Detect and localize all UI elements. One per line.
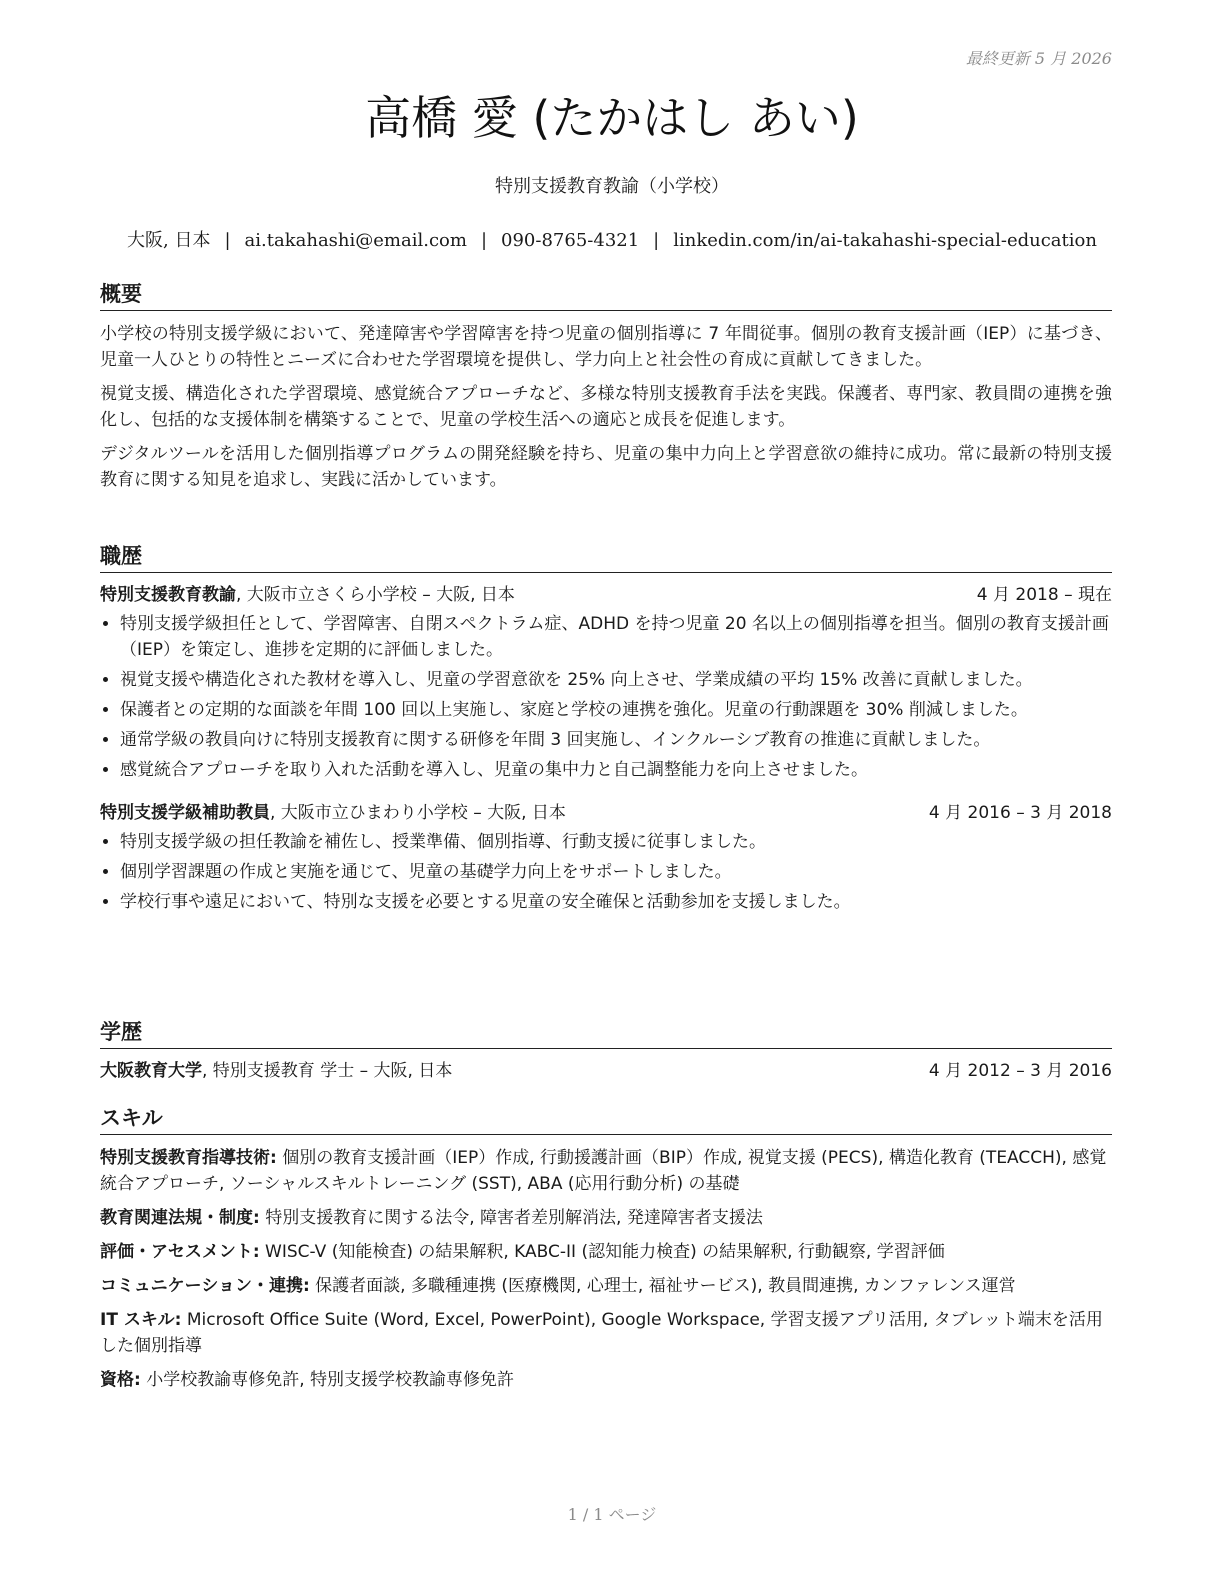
skill-label: 資格:: [100, 1370, 141, 1390]
job-header: [100, 583, 1112, 607]
skill-item: [100, 1145, 1112, 1197]
skill-item: [100, 1205, 1112, 1231]
section-title-experience: 職歴: [100, 540, 1112, 573]
contact-separator: |: [224, 230, 231, 251]
contact-separator: |: [480, 230, 488, 251]
job-title-line: [100, 583, 515, 607]
job-bullet: • 通常学級の教員向けに特別支援教育に関する研修を年間 3 回実施し、インクルーシブ教育の推進に貢献しました。: [120, 727, 1112, 753]
skills-section: [100, 1102, 1112, 1401]
education-degree: , 特別支援教育 学士 – 大阪, 日本: [202, 1061, 453, 1081]
job-bullet: • 感覚統合アプローチを取り入れた活動を導入し、児童の集中力と自己調整能力を向上させました。: [120, 757, 1112, 783]
section-title-skills: スキル: [100, 1102, 1112, 1135]
contact-linkedin[interactable]: linkedin.com/in/ai-takahashi-special-education: [673, 230, 1097, 251]
page-number: 1 / 1 ページ: [567, 1505, 657, 1524]
resume-headline: 特別支援教育教諭（小学校）: [495, 176, 729, 197]
job-entry: [100, 801, 1112, 915]
job-bullets: [100, 829, 1112, 915]
job-org: , 大阪市立ひまわり小学校 – 大阪, 日本: [270, 803, 566, 823]
job-title-line: [100, 801, 566, 825]
skill-label: 特別支援教育指導技術:: [100, 1148, 277, 1168]
skill-text: Microsoft Office Suite (Word, Excel, PowerPoint), Google Workspace, 学習支援アプリ活用, タブレット端末を活用した個別指導: [100, 1310, 1103, 1356]
job-bullet: • 学校行事や遠足において、特別な支援を必要とする児童の安全確保と活動参加を支援しました。: [120, 889, 1112, 915]
contact-phone: 090-8765-4321: [501, 230, 640, 251]
skill-text: 特別支援教育に関する法令, 障害者差別解消法, 発達障害者支援法: [259, 1208, 763, 1228]
job-bullet: • 視覚支援や構造化された教材を導入し、児童の学習意欲を 25% 向上させ、学業成績の平均 15% 改善に貢献しました。: [120, 667, 1112, 693]
contact-email[interactable]: ai.takahashi@email.com: [244, 230, 467, 251]
education-school: 大阪教育大学: [100, 1061, 202, 1081]
education-dates: 4 月 2012 – 3 月 2016: [928, 1061, 1112, 1081]
job-header: [100, 801, 1112, 825]
job-role: 特別支援教育教諭: [100, 585, 236, 605]
summary-section: [100, 278, 1112, 501]
skill-item: [100, 1367, 1112, 1393]
job-bullet: • 個別学習課題の作成と実施を通じて、児童の基礎学力向上をサポートしました。: [120, 859, 1112, 885]
last-updated: 最終更新 5 月 2026: [965, 49, 1112, 68]
summary-paragraph: 小学校の特別支援学級において、発達障害や学習障害を持つ児童の個別指導に 7 年間従事。個別の教育支援計画（IEP）に基づき、児童一人ひとりの特性とニーズに合わせた学習環境を提供し、学力向上と社会性の育成に貢献してきました。: [100, 324, 1112, 370]
resume-name: 高橋 愛 (たかはし あい): [365, 91, 859, 145]
skill-text: 保護者面談, 多職種連携 (医療機関, 心理士, 福祉サービス), 教員間連携, カンファレンス運営: [309, 1276, 1016, 1296]
skill-label: IT スキル:: [100, 1310, 182, 1330]
section-title-education: 学歴: [100, 1016, 1112, 1049]
skill-label: 評価・アセスメント:: [100, 1242, 260, 1262]
contact-separator: |: [653, 230, 660, 251]
education-section: [100, 1016, 1112, 1083]
job-dates: 4 月 2016 – 3 月 2018: [928, 803, 1112, 823]
job-bullet: • 特別支援学級担任として、学習障害、自閉スペクトラム症、ADHD を持つ児童 20 名以上の個別指導を担当。個別の教育支援計画（IEP）を策定し、進捗を定期的に評価しました。: [120, 611, 1112, 663]
experience-section: [100, 540, 1112, 919]
job-entry: [100, 583, 1112, 783]
job-bullets: [100, 611, 1112, 783]
summary-paragraph: 視覚支援、構造化された学習環境、感覚統合アプローチなど、多様な特別支援教育手法を実践。保護者、専門家、教員間の連携を強化し、包括的な支援体制を構築することで、児童の学校生活への適応と成長を促進します。: [100, 384, 1112, 430]
section-title-summary: 概要: [100, 278, 1112, 311]
skill-item: [100, 1273, 1112, 1299]
contact-location: 大阪, 日本: [127, 230, 211, 251]
summary-paragraph: デジタルツールを活用した個別指導プログラムの開発経験を持ち、児童の集中力向上と学習意欲の維持に成功。常に最新の特別支援教育に関する知見を追求し、実践に活かしています。: [100, 444, 1112, 490]
skill-label: 教育関連法規・制度:: [100, 1208, 260, 1228]
skill-item: [100, 1307, 1112, 1359]
contact-line: [0, 226, 1224, 252]
skill-item: [100, 1239, 1112, 1265]
skill-text: WISC-V (知能検査) の結果解釈, KABC-II (認知能力検査) の結果解釈, 行動観察, 学習評価: [259, 1242, 945, 1262]
skill-text: 個別の教育支援計画（IEP）作成, 行動援護計画（BIP）作成, 視覚支援 (PECS), 構造化教育 (TEACCH), 感覚統合アプローチ, ソーシャルスキルトレーニング (SST), ABA (応用行動分析) の基礎: [100, 1148, 1107, 1194]
job-bullet: • 特別支援学級の担任教諭を補佐し、授業準備、個別指導、行動支援に従事しました。: [120, 829, 1112, 855]
skill-label: コミュニケーション・連携:: [100, 1276, 310, 1296]
job-dates: 4 月 2018 – 現在: [976, 585, 1112, 605]
education-line: [100, 1059, 452, 1083]
job-org: , 大阪市立さくら小学校 – 大阪, 日本: [236, 585, 515, 605]
skill-text: 小学校教諭専修免許, 特別支援学校教諭専修免許: [140, 1370, 515, 1390]
job-role: 特別支援学級補助教員: [100, 803, 270, 823]
education-entry: [100, 1059, 1112, 1083]
job-bullet: • 保護者との定期的な面談を年間 100 回以上実施し、家庭と学校の連携を強化。児童の行動課題を 30% 削減しました。: [120, 697, 1112, 723]
